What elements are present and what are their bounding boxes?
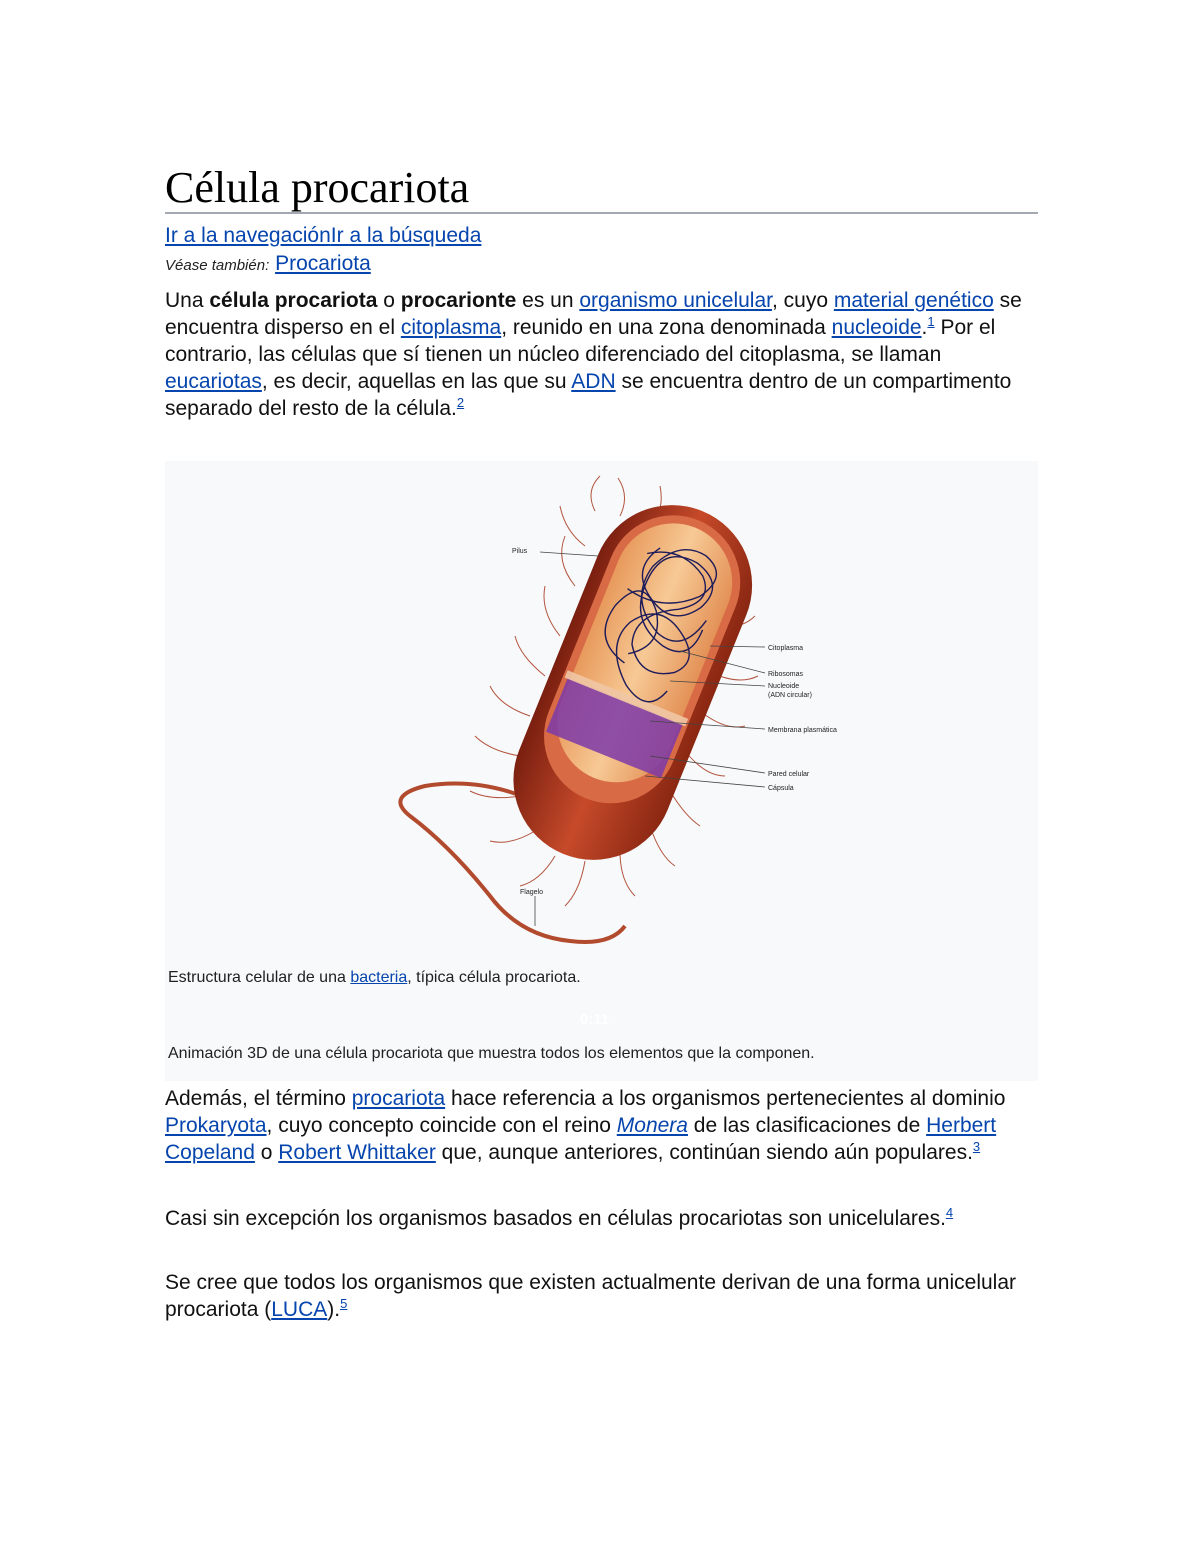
prokaryote-diagram[interactable] [380, 476, 837, 956]
cell-body [489, 481, 776, 884]
text: o [377, 289, 401, 312]
jump-to-search-link[interactable]: Ir a la búsqueda [330, 224, 482, 247]
reference-2[interactable]: 2 [456, 395, 465, 410]
reference-3[interactable]: 3 [972, 1139, 981, 1154]
text: de las clasificaciones de [687, 1114, 927, 1137]
see-also-link[interactable]: Procariota [275, 252, 371, 275]
link-nucleoide[interactable]: nucleoide [831, 316, 922, 339]
label-capsula: Cápsula [768, 785, 794, 792]
text: , cuyo concepto coincide con el reino [266, 1114, 617, 1137]
link-adn[interactable]: ADN [571, 370, 616, 393]
label-membrana: Membrana plasmática [768, 727, 837, 734]
text: , cuyo [771, 289, 834, 312]
link-citoplasma[interactable]: citoplasma [400, 316, 502, 339]
link-eucariotas[interactable]: eucariotas [165, 370, 262, 393]
label-flagelo: Flagelo [520, 889, 543, 896]
link-material-genetico[interactable]: material genético [833, 289, 994, 312]
link-procariota[interactable]: procariota [351, 1087, 446, 1110]
text: se encuentra disperso en el [165, 289, 1022, 339]
label-ribosomas: Ribosomas [768, 671, 804, 678]
video-duration[interactable]: 0:11 [580, 1011, 610, 1028]
text: o [254, 1141, 279, 1164]
paragraph-3 [165, 1205, 1025, 1232]
see-also-hatnote [165, 250, 371, 280]
text: Casi sin excepción los organismos basados en células procariotas son unicelulares. [165, 1207, 946, 1230]
jump-to-navigation-link[interactable]: Ir a la navegación [165, 224, 331, 247]
text: se encuentra dentro de un compartimento separado del resto de la célula. [165, 370, 1012, 420]
link-organismo-unicelular[interactable]: organismo unicelular [579, 289, 772, 312]
text: que, aunque anteriores, continúan siendo aún populares. [435, 1141, 973, 1164]
figure-caption-1 [168, 967, 581, 989]
text: Estructura celular de una [168, 969, 351, 986]
jump-links [165, 222, 481, 250]
text: hace referencia a los organismos pertenecientes al dominio [445, 1087, 1006, 1110]
text: Se cree que todos los organismos que existen actualmente derivan de una forma unicelular procariota ( [165, 1271, 1017, 1321]
text: , es decir, aquellas en las que su [261, 370, 572, 393]
link-monera[interactable]: Monera [616, 1114, 688, 1137]
link-robert-whittaker[interactable]: Robert Whittaker [278, 1141, 436, 1164]
text: Una [165, 289, 210, 312]
label-pared: Pared celular [768, 771, 810, 778]
text: , típica célula procariota. [407, 969, 581, 986]
text: es un [516, 289, 580, 312]
link-herbert-copeland[interactable]: Herbert Copeland [165, 1114, 997, 1164]
label-adn-circular: (ADN circular) [768, 692, 812, 699]
figure-box [165, 461, 1038, 1081]
see-also-label: Véase también: [165, 257, 270, 274]
paragraph-2 [165, 1085, 1025, 1166]
title-divider [165, 212, 1038, 214]
link-prokaryota[interactable]: Prokaryota [165, 1114, 267, 1137]
link-luca[interactable]: LUCA [271, 1298, 328, 1321]
label-nucleoide: Nucleoide [768, 683, 800, 690]
text: . [921, 316, 928, 339]
text: Además, el término [165, 1087, 352, 1110]
text: ). [327, 1298, 341, 1321]
text: , reunido en una zona denominada [501, 316, 832, 339]
label-citoplasma: Citoplasma [768, 645, 804, 652]
label-pilus: Pilus [512, 548, 528, 555]
figure-caption-2: Animación 3D de una célula procariota que muestra todos los elementos que la componen. [168, 1045, 815, 1062]
link-bacteria[interactable]: bacteria [350, 969, 408, 986]
bold-term: procarionte [400, 289, 517, 312]
bold-term: célula procariota [209, 289, 378, 312]
paragraph-4 [165, 1269, 1025, 1323]
reference-1[interactable]: 1 [927, 314, 935, 329]
intro-paragraph [165, 287, 1025, 422]
text: Por el contrario, las células que sí tienen un núcleo diferenciado del citoplasma, se llaman [165, 316, 996, 366]
reference-5[interactable]: 5 [340, 1296, 348, 1311]
page-title: Célula procariota [165, 163, 470, 212]
reference-4[interactable]: 4 [945, 1205, 954, 1220]
